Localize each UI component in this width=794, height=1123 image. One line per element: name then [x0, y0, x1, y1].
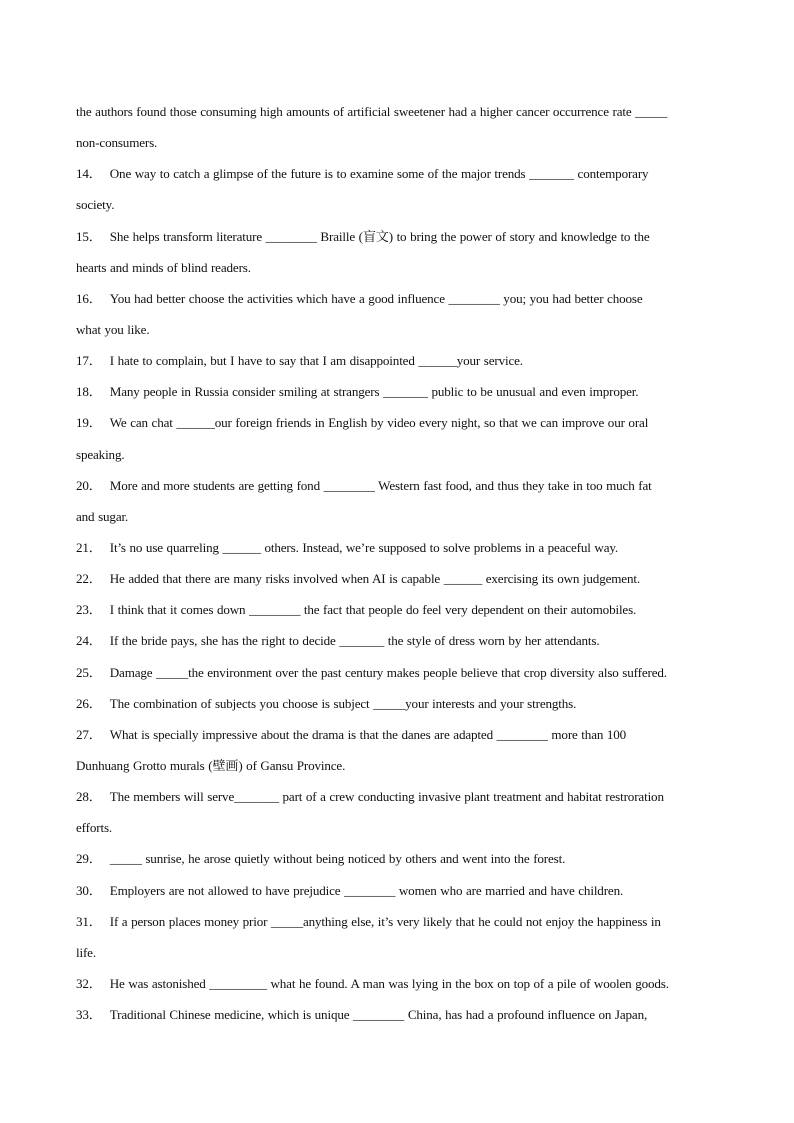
line-text: life. [76, 944, 96, 960]
line-text: and sugar. [76, 508, 129, 524]
line-text: The combination of subjects you choose is subject _____your interests and your strengths. [109, 695, 577, 711]
question-number: 20． [76, 477, 102, 493]
question-number: 19． [76, 415, 102, 431]
text-line [76, 568, 721, 599]
question-number: 24． [76, 633, 102, 649]
line-text: Damage _____the environment over the past century makes people believe that crop diversity also suffered. [109, 664, 667, 680]
text-line [76, 506, 721, 537]
text-line [76, 194, 721, 225]
question-number: 22． [76, 571, 102, 587]
text-line [76, 911, 721, 942]
line-text: You had better choose the activities which have a good influence ________ you; you had better choose [109, 290, 643, 306]
question-number: 32． [76, 975, 102, 991]
text-line [76, 444, 721, 475]
question-number: 30． [76, 882, 102, 898]
line-text: It’s no use quarreling ______ others. Instead, we’re supposed to solve problems in a peaceful way. [109, 539, 619, 555]
text-line [76, 101, 721, 132]
text-line [76, 599, 721, 630]
text-line [76, 848, 721, 879]
line-text: efforts. [76, 820, 113, 836]
line-text: society. [76, 197, 115, 213]
text-line [76, 786, 721, 817]
question-number: 26． [76, 695, 102, 711]
text-line [76, 693, 721, 724]
line-text: Many people in Russia consider smiling at strangers _______ public to be unusual and even improper. [109, 384, 639, 400]
question-number: 33． [76, 1007, 102, 1023]
text-line [76, 537, 721, 568]
line-text: what you like. [76, 321, 150, 337]
text-line [76, 381, 721, 412]
text-line [76, 226, 721, 257]
question-number: 15． [76, 228, 102, 244]
line-text: We can chat ______our foreign friends in English by video every night, so that we can improve our oral [109, 415, 649, 431]
question-number: 31． [76, 913, 102, 929]
text-line [76, 942, 721, 973]
question-number: 27． [76, 726, 102, 742]
line-text: The members will serve_______ part of a crew conducting invasive plant treatment and habitat restroration [109, 789, 664, 805]
text-line [76, 475, 721, 506]
question-number: 14． [76, 166, 102, 182]
question-number: 21． [76, 539, 102, 555]
line-text: He added that there are many risks involved when AI is capable ______ exercising its own judgement. [109, 571, 640, 587]
line-text: Traditional Chinese medicine, which is unique ________ China, has had a profound influence on Japan, [109, 1007, 648, 1023]
text-line [76, 880, 721, 911]
document-body [76, 101, 721, 1035]
line-text: _____ sunrise, he arose quietly without being noticed by others and went into the forest. [109, 851, 566, 867]
line-text: More and more students are getting fond ________ Western fast food, and thus they take in too much fat [109, 477, 652, 493]
text-line [76, 412, 721, 443]
text-line [76, 724, 721, 755]
line-text: hearts and minds of blind readers. [76, 259, 251, 275]
text-line [76, 163, 721, 194]
question-number: 23． [76, 602, 102, 618]
question-number: 16． [76, 290, 102, 306]
text-line [76, 755, 721, 786]
text-line [76, 319, 721, 350]
line-text: What is specially impressive about the drama is that the danes are adapted ________ more than 100 [109, 726, 627, 742]
text-line [76, 350, 721, 381]
text-line [76, 288, 721, 319]
line-text: One way to catch a glimpse of the future is to examine some of the major trends _______ contemporary [109, 166, 649, 182]
line-text: Employers are not allowed to have prejudice ________ women who are married and have children. [109, 882, 624, 898]
line-text: She helps transform literature ________ Braille (盲文) to bring the power of story and knowledge to the [109, 228, 650, 244]
line-text: Dunhuang Grotto murals (壁画) of Gansu Province. [76, 757, 346, 773]
line-text: non-consumers. [76, 135, 158, 151]
line-text: If a person places money prior _____anything else, it’s very likely that he could not enjoy the happiness in [109, 913, 661, 929]
text-line [76, 630, 721, 661]
question-number: 25． [76, 664, 102, 680]
text-line [76, 257, 721, 288]
question-number: 28． [76, 789, 102, 805]
question-number: 17． [76, 353, 102, 369]
line-text: I think that it comes down ________ the fact that people do feel very dependent on their automobiles. [109, 602, 637, 618]
line-text: If the bride pays, she has the right to decide _______ the style of dress worn by her attendants. [109, 633, 600, 649]
text-line [76, 1004, 721, 1035]
line-text: speaking. [76, 446, 125, 462]
line-text: the authors found those consuming high amounts of artificial sweetener had a higher cancer occurrence rate _____ [76, 104, 668, 119]
line-text: I hate to complain, but I have to say that I am disappointed ______your service. [109, 353, 523, 369]
text-line [76, 973, 721, 1004]
text-line [76, 817, 721, 848]
line-text: He was astonished _________ what he found. A man was lying in the box on top of a pile of woolen goods. [109, 975, 669, 991]
question-number: 18． [76, 384, 102, 400]
text-line [76, 132, 721, 163]
question-number: 29． [76, 851, 102, 867]
text-line [76, 662, 721, 693]
